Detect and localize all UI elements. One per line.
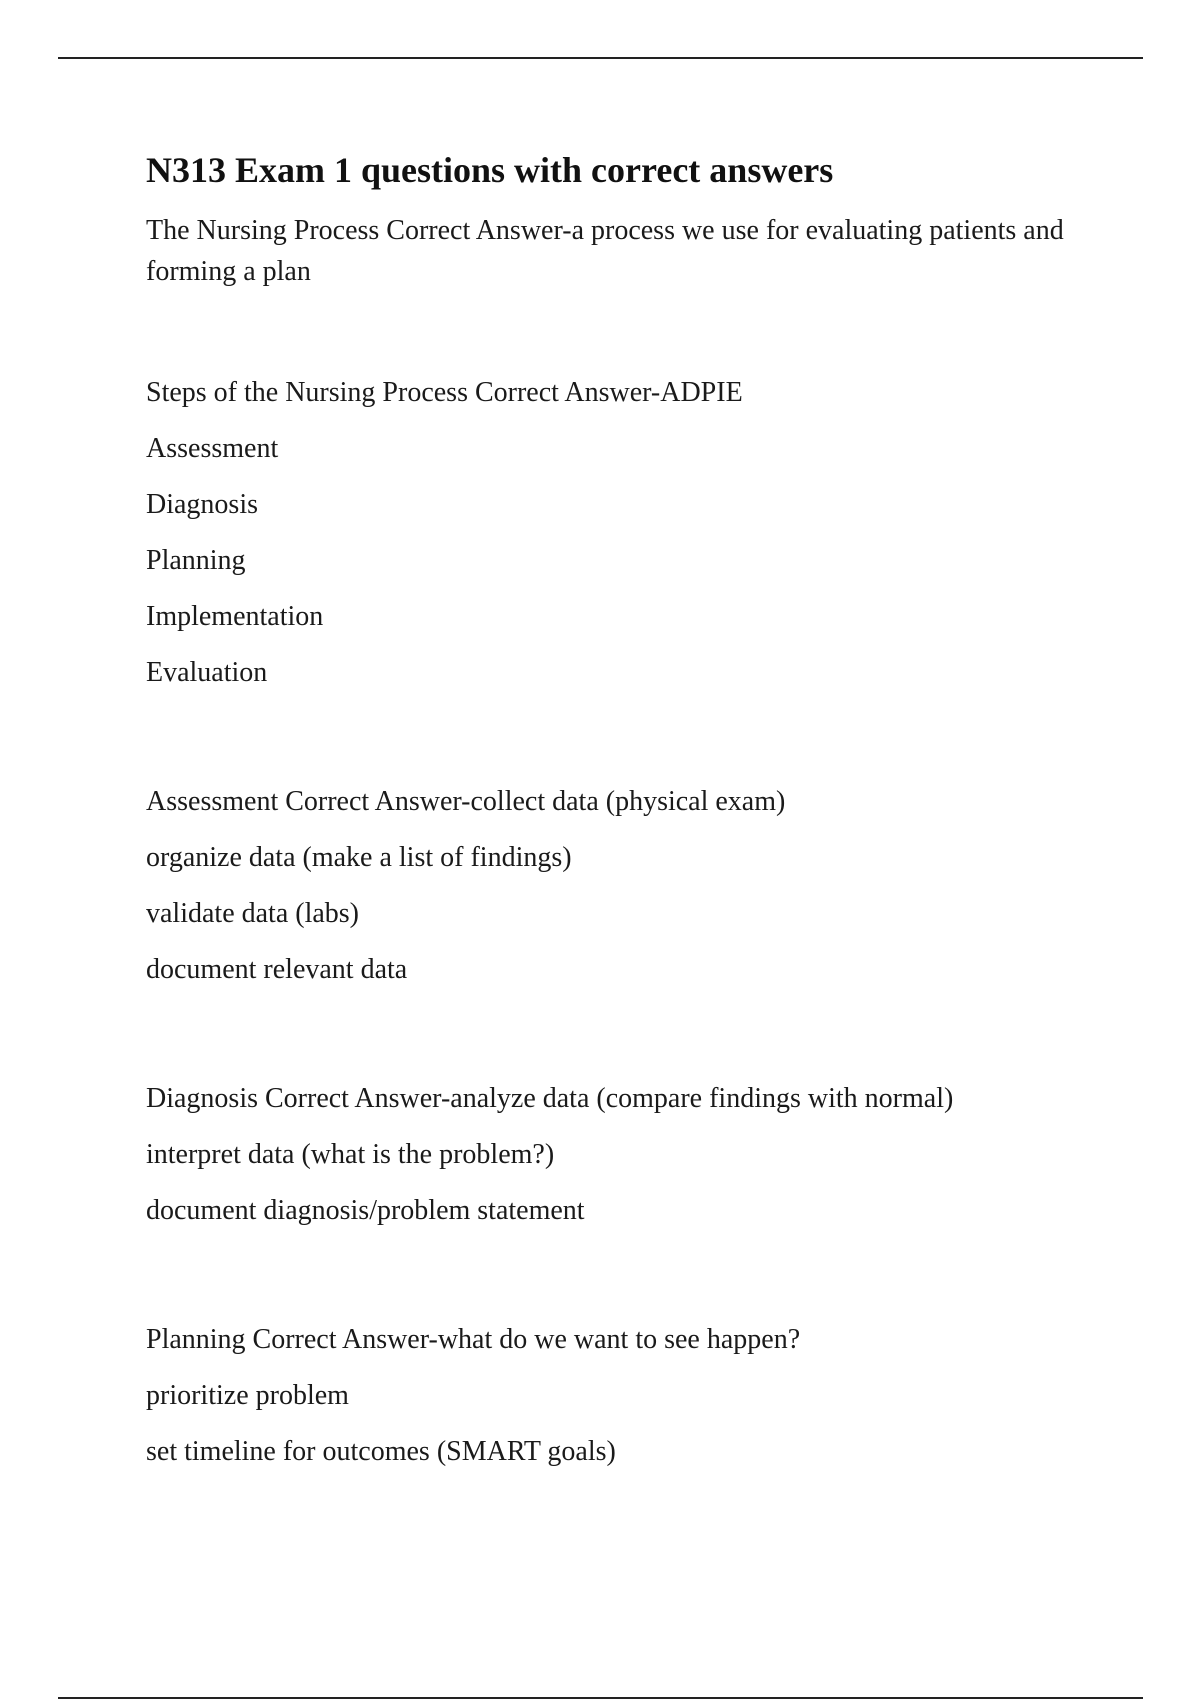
- section-line: Evaluation: [146, 657, 268, 688]
- section-line: document diagnosis/problem statement: [146, 1195, 585, 1226]
- section-line: Diagnosis Correct Answer-analyze data (compare findings with normal): [146, 1083, 954, 1114]
- section-line: organize data (make a list of findings): [146, 842, 572, 873]
- section-steps: [146, 365, 1096, 701]
- section-planning: [146, 1312, 1096, 1480]
- footer-rule: [58, 1697, 1143, 1699]
- section-line: Planning: [146, 545, 246, 576]
- section-line: Implementation: [146, 601, 324, 632]
- section-diagnosis: [146, 1071, 1096, 1239]
- document-title: N313 Exam 1 questions with correct answers: [146, 150, 834, 190]
- section-line: interpret data (what is the problem?): [146, 1139, 555, 1170]
- section-line: Assessment: [146, 433, 279, 464]
- section-line: prioritize problem: [146, 1380, 349, 1411]
- section-line: document relevant data: [146, 954, 408, 985]
- section-line: Diagnosis: [146, 489, 258, 520]
- section-line: validate data (labs): [146, 898, 360, 929]
- section-line: set timeline for outcomes (SMART goals): [146, 1436, 616, 1467]
- section-assessment: [146, 774, 1096, 998]
- section-line: Planning Correct Answer-what do we want to see happen?: [146, 1324, 801, 1355]
- header-rule: [58, 57, 1143, 59]
- section-line: Steps of the Nursing Process Correct Answer-ADPIE: [146, 377, 743, 408]
- intro-paragraph: The Nursing Process Correct Answer-a process we use for evaluating patients and forming a plan: [146, 215, 1064, 287]
- section-line: Assessment Correct Answer-collect data (physical exam): [146, 786, 786, 817]
- document-body: [146, 146, 1096, 1480]
